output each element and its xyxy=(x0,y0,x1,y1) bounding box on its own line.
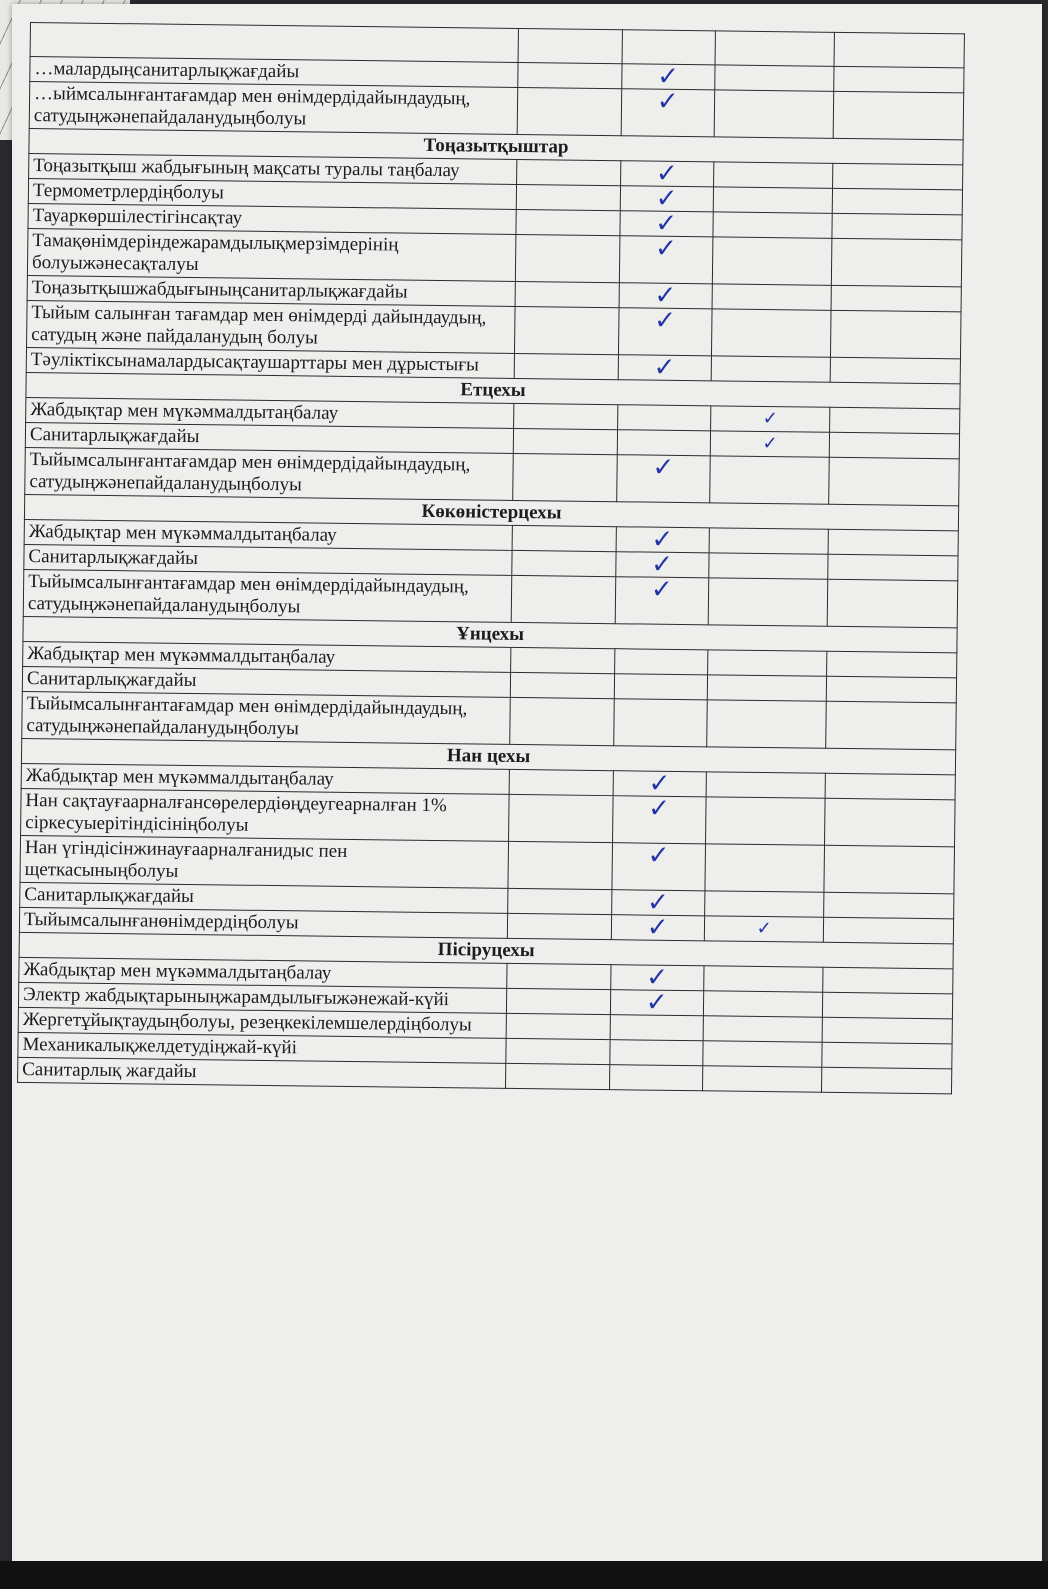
checkmark xyxy=(520,236,615,237)
checkmark: ✓ xyxy=(648,793,671,824)
checkmark xyxy=(717,238,827,239)
item-label: Тыйымсалынғанөнімдердіңболуы xyxy=(19,907,507,938)
mark-cell xyxy=(827,651,957,678)
mark-cell xyxy=(710,456,830,504)
mark-cell xyxy=(824,892,954,919)
mark-cell xyxy=(507,913,611,939)
mark-cell xyxy=(512,453,616,501)
mark-cell xyxy=(614,674,708,700)
mark-cell xyxy=(830,357,960,384)
item-label: Тауаркөршілестігінсақтау xyxy=(28,203,516,234)
mark-cell xyxy=(704,966,824,992)
checkmark xyxy=(839,68,960,69)
checkmark xyxy=(835,359,956,360)
mark-cell xyxy=(829,432,959,459)
mark-cell xyxy=(712,284,832,310)
mark-cell xyxy=(610,987,704,1018)
mark-cell xyxy=(705,844,825,892)
mark-cell xyxy=(614,649,708,675)
checkmark xyxy=(708,967,818,968)
mark-cell xyxy=(509,697,613,745)
checkmark: ✓ xyxy=(648,768,671,799)
checkmark xyxy=(829,847,950,848)
checkmark xyxy=(828,919,949,920)
checkmark xyxy=(715,457,825,458)
item-label: …малардыңсанитарлықжағдайы xyxy=(30,57,518,88)
checkmark: ✓ xyxy=(646,912,669,943)
mark-cell xyxy=(609,1065,703,1091)
checkmark xyxy=(836,312,957,313)
checkmark xyxy=(833,531,954,532)
header-cell xyxy=(715,31,835,66)
checkmark xyxy=(836,287,957,288)
mark-cell xyxy=(712,237,832,285)
checkmark xyxy=(511,990,606,991)
mark-cell xyxy=(828,529,958,556)
checkmark xyxy=(510,1040,605,1041)
mark-cell xyxy=(612,793,706,844)
checkmark xyxy=(622,406,706,407)
section-title: Көкөністерцехы xyxy=(24,494,958,530)
mark-cell xyxy=(715,65,835,91)
item-label: Термометрлердіңболуы xyxy=(28,178,516,209)
mark-cell xyxy=(514,353,618,379)
item-label: Жабдықтар мен мүкәммалдытаңбалау xyxy=(21,763,509,794)
checkmark xyxy=(837,240,958,241)
section-title: Тоңазытқыштар xyxy=(29,128,963,164)
checkmark: ✓ xyxy=(655,208,678,239)
checkmark: ✓ xyxy=(647,840,670,871)
checkmark xyxy=(708,992,818,993)
mark-cell xyxy=(506,1013,610,1039)
mark-cell xyxy=(514,306,618,354)
item-label: Санитарлықжағдайы xyxy=(24,544,512,575)
checkmark xyxy=(517,455,612,456)
checkmark: ✓ xyxy=(651,524,674,555)
checkmark xyxy=(519,308,614,309)
header-cell xyxy=(622,30,716,65)
mark-cell xyxy=(832,213,962,240)
checkmark: ✓ xyxy=(646,887,670,918)
mark-cell xyxy=(507,888,611,914)
mark-cell xyxy=(707,650,827,676)
checkmark xyxy=(512,915,607,916)
checkmark xyxy=(712,676,822,677)
checkmark xyxy=(707,1067,817,1068)
mark-cell xyxy=(506,1038,610,1064)
mark-cell xyxy=(713,187,833,213)
section-title: Нан цехы xyxy=(21,738,955,774)
checkmark xyxy=(835,409,956,410)
checkmark xyxy=(515,649,610,650)
section-title: Етцехы xyxy=(26,372,960,408)
checkmark: ✓ xyxy=(652,452,675,483)
mark-cell xyxy=(508,841,612,889)
mark-cell xyxy=(705,891,825,917)
item-label: Санитарлықжағдайы xyxy=(22,666,510,697)
mark-cell xyxy=(616,452,710,503)
checkmark xyxy=(713,554,823,555)
mark-cell xyxy=(707,675,827,701)
mark-cell xyxy=(711,356,831,382)
checkmark xyxy=(827,1069,948,1070)
checkmark: ✓ xyxy=(762,432,778,455)
checkmark xyxy=(707,1042,817,1043)
header-cell xyxy=(834,32,964,68)
checkmark xyxy=(520,211,615,212)
checkmark: ✓ xyxy=(756,917,772,940)
item-label: Тоңазытқышжабдығыныңсанитарлықжағдайы xyxy=(27,275,515,306)
checkmark: ✓ xyxy=(657,61,680,92)
checkmark xyxy=(614,1041,698,1042)
mark-cell xyxy=(709,553,829,579)
checkmark xyxy=(515,699,610,700)
item-label: Жабдықтар мен мүкәммалдытаңбалау xyxy=(26,397,514,428)
mark-cell xyxy=(516,184,620,210)
item-label: Тыйымсалынғантағамдар мен өнімдердідайындаудың, сатудыңжәнепайдаланудыңболуы xyxy=(25,447,513,500)
mark-cell xyxy=(510,647,614,673)
mark-cell xyxy=(823,992,953,1019)
checkmark: ✓ xyxy=(654,280,677,311)
checkmark xyxy=(718,213,828,214)
checkmark xyxy=(827,1019,948,1020)
checkmark xyxy=(838,93,959,94)
mark-cell xyxy=(618,352,712,383)
checkmark: ✓ xyxy=(655,183,678,214)
checkmark: ✓ xyxy=(651,549,674,580)
item-label: Нан үгіндісінжинауғаарналғанидыс пен щеткасыныңболуы xyxy=(20,835,508,888)
mark-cell xyxy=(710,406,830,432)
mark-cell xyxy=(512,550,616,576)
mark-cell xyxy=(713,212,833,238)
mark-cell xyxy=(710,431,830,457)
checkmark xyxy=(518,430,613,431)
mark-cell xyxy=(611,840,705,891)
mark-cell xyxy=(714,90,834,138)
item-label: Санитарлықжағдайы xyxy=(20,882,508,913)
mark-cell xyxy=(822,1017,952,1044)
mark-cell xyxy=(615,574,709,625)
checkmark xyxy=(832,653,953,654)
mark-cell xyxy=(709,528,829,554)
checkmark xyxy=(511,1015,606,1016)
checkmark: ✓ xyxy=(653,352,676,383)
checkmark xyxy=(518,405,613,406)
mark-cell xyxy=(509,769,613,795)
mark-cell xyxy=(827,676,957,703)
checkmark xyxy=(710,798,820,799)
mark-cell xyxy=(515,281,619,307)
checkmark: ✓ xyxy=(646,962,669,993)
checkmark xyxy=(716,310,826,311)
checkmark xyxy=(618,700,702,701)
checkmark xyxy=(719,91,829,92)
checkmark xyxy=(837,190,958,191)
mark-cell xyxy=(621,86,715,137)
checkmark xyxy=(521,161,616,162)
mark-cell xyxy=(831,310,961,359)
checkmark xyxy=(719,66,829,67)
mark-cell xyxy=(506,963,610,989)
mark-cell xyxy=(611,912,705,943)
checkmark xyxy=(830,800,951,801)
checkmark xyxy=(708,1017,818,1018)
item-label: Тәуліктіксынамалардысақтаушарттары мен дұрыстығы xyxy=(26,347,514,378)
checkmark xyxy=(829,894,950,895)
checkmark xyxy=(828,969,949,970)
checkmark xyxy=(511,965,606,966)
paper-sheet xyxy=(12,4,1042,1564)
checkmark xyxy=(827,1044,948,1045)
checkmark xyxy=(830,775,951,776)
checkmark xyxy=(714,529,824,530)
checkmark: ✓ xyxy=(650,574,673,605)
mark-cell xyxy=(711,309,831,357)
checkmark xyxy=(716,357,826,358)
mark-cell xyxy=(513,428,617,454)
section-title: Ұнцехы xyxy=(23,616,957,652)
item-label: Нан сақтауғаарналғансөрелердіөңдеугеарналған 1% сіркесуыерітіндісініңболуы xyxy=(21,788,509,841)
mark-cell xyxy=(831,285,961,312)
mark-cell xyxy=(516,159,620,185)
mark-cell xyxy=(510,672,614,698)
mark-cell xyxy=(513,403,617,429)
mark-cell xyxy=(703,1041,823,1067)
mark-cell xyxy=(517,62,621,88)
checkmark xyxy=(832,581,953,582)
checkmark xyxy=(510,1065,605,1066)
mark-cell xyxy=(832,238,962,287)
mark-cell xyxy=(515,234,619,282)
checkmark xyxy=(711,773,821,774)
mark-cell xyxy=(829,457,959,506)
checkmark xyxy=(513,843,608,844)
checkmark xyxy=(837,215,958,216)
checkmark xyxy=(517,527,612,528)
checkmark xyxy=(831,678,952,679)
mark-cell xyxy=(825,773,955,800)
item-label: Санитарлықжағдайы xyxy=(25,422,513,453)
checkmark: ✓ xyxy=(654,305,677,336)
mark-cell xyxy=(618,305,712,356)
mark-cell xyxy=(610,1015,704,1041)
checkmark xyxy=(834,459,955,460)
mark-cell xyxy=(702,1066,822,1092)
checkmark xyxy=(614,1066,698,1067)
mark-cell xyxy=(705,797,825,845)
checkmark xyxy=(522,89,617,90)
checkmark xyxy=(519,355,614,356)
section-title: Пісіруцехы xyxy=(19,932,953,968)
checkmark xyxy=(619,675,703,676)
mark-cell xyxy=(609,1040,703,1066)
checkmark xyxy=(834,434,955,435)
mark-cell xyxy=(703,1016,823,1042)
item-label: Жабдықтар мен мүкәммалдытаңбалау xyxy=(23,641,511,672)
mark-cell xyxy=(827,579,957,628)
mark-cell xyxy=(506,988,610,1014)
checkmark xyxy=(512,890,607,891)
checkmark: ✓ xyxy=(762,407,778,430)
item-label: Жабдықтар мен мүкәммалдытаңбалау xyxy=(19,957,507,988)
mark-cell xyxy=(823,967,953,994)
checkmark xyxy=(833,556,954,557)
mark-cell xyxy=(713,162,833,188)
mark-cell xyxy=(833,163,963,190)
checkmark xyxy=(827,994,948,995)
checkmark xyxy=(619,650,703,651)
checkmark xyxy=(522,64,617,65)
mark-cell xyxy=(708,578,828,626)
item-label: Жабдықтар мен мүкәммалдытаңбалау xyxy=(24,519,512,550)
checkmark xyxy=(712,701,822,702)
checkmark xyxy=(713,579,823,580)
checkmark xyxy=(718,163,828,164)
mark-cell xyxy=(833,91,963,140)
item-label: Тыйымсалынғантағамдар мен өнімдердідайындаудың, сатудыңжәнепайдаланудыңболуы xyxy=(23,569,511,622)
checkmark xyxy=(710,845,820,846)
mark-cell xyxy=(830,407,960,434)
mark-cell xyxy=(613,699,707,747)
mark-cell xyxy=(828,554,958,581)
mark-cell xyxy=(505,1063,609,1089)
checkmark xyxy=(831,703,952,704)
item-label: Жергетұйықтаудыңболуы, резеңкекілемшелердіңболуы xyxy=(18,1007,506,1038)
mark-cell xyxy=(516,209,620,235)
checkmark: ✓ xyxy=(656,86,679,117)
checkmark xyxy=(516,577,611,578)
checkmark xyxy=(717,285,827,286)
mark-cell xyxy=(508,794,612,842)
checkmark: ✓ xyxy=(655,158,678,189)
checkmark xyxy=(516,552,611,553)
mark-cell xyxy=(512,525,616,551)
mark-cell xyxy=(824,917,954,944)
mark-cell xyxy=(703,991,823,1017)
checklist-table xyxy=(17,22,965,1094)
mark-cell xyxy=(517,87,621,135)
item-label: Электр жабдықтарыныңжарамдылығыжәнежай-күйі xyxy=(18,982,506,1013)
checkmark xyxy=(709,892,819,893)
checkmark xyxy=(515,674,610,675)
checklist-body xyxy=(18,23,965,1094)
mark-cell xyxy=(617,405,711,431)
mark-cell xyxy=(706,772,826,798)
checkmark xyxy=(712,651,822,652)
mark-cell xyxy=(825,798,955,847)
mark-cell xyxy=(511,575,615,623)
mark-cell xyxy=(824,845,954,894)
mark-cell xyxy=(619,233,713,284)
checkmark xyxy=(622,431,706,432)
checkmark: ✓ xyxy=(645,987,668,1018)
item-label: …ыймсалынғантағамдар мен өнімдердідайындаудың, сатудыңжәнепайдаланудыңболуы xyxy=(29,82,517,135)
checkmark xyxy=(520,283,615,284)
checkmark xyxy=(514,771,609,772)
mark-cell xyxy=(826,701,956,750)
item-label: Механикалықжелдетудіңжай-күйі xyxy=(18,1032,506,1063)
mark-cell xyxy=(704,916,824,942)
dark-surface xyxy=(0,1561,1048,1589)
checkmark xyxy=(513,796,608,797)
mark-cell xyxy=(832,188,962,215)
item-label: Тамақөнімдеріндежарамдылықмерзімдерінің болуыжәнесақталуы xyxy=(27,228,515,281)
checkmark xyxy=(718,188,828,189)
header-cell xyxy=(518,28,622,63)
item-label: Тоңазытқыш жабдығының мақсаты туралы таңбалау xyxy=(29,153,517,184)
checkmark xyxy=(838,165,959,166)
item-label: Тыйым салынған тағамдар мен өнімдерді дайындаудың, сатудың және пайдаланудың болуы xyxy=(27,300,515,353)
mark-cell xyxy=(834,66,964,93)
checkmark xyxy=(521,186,616,187)
item-label: Тыйымсалынғантағамдар мен өнімдердідайындаудың, сатудыңжәнепайдаланудыңболуы xyxy=(22,691,510,744)
item-label: Санитарлық жағдайы xyxy=(18,1057,506,1088)
mark-cell xyxy=(822,1042,952,1069)
mark-cell xyxy=(707,700,827,748)
mark-cell xyxy=(822,1067,952,1094)
checkmark: ✓ xyxy=(654,233,678,264)
